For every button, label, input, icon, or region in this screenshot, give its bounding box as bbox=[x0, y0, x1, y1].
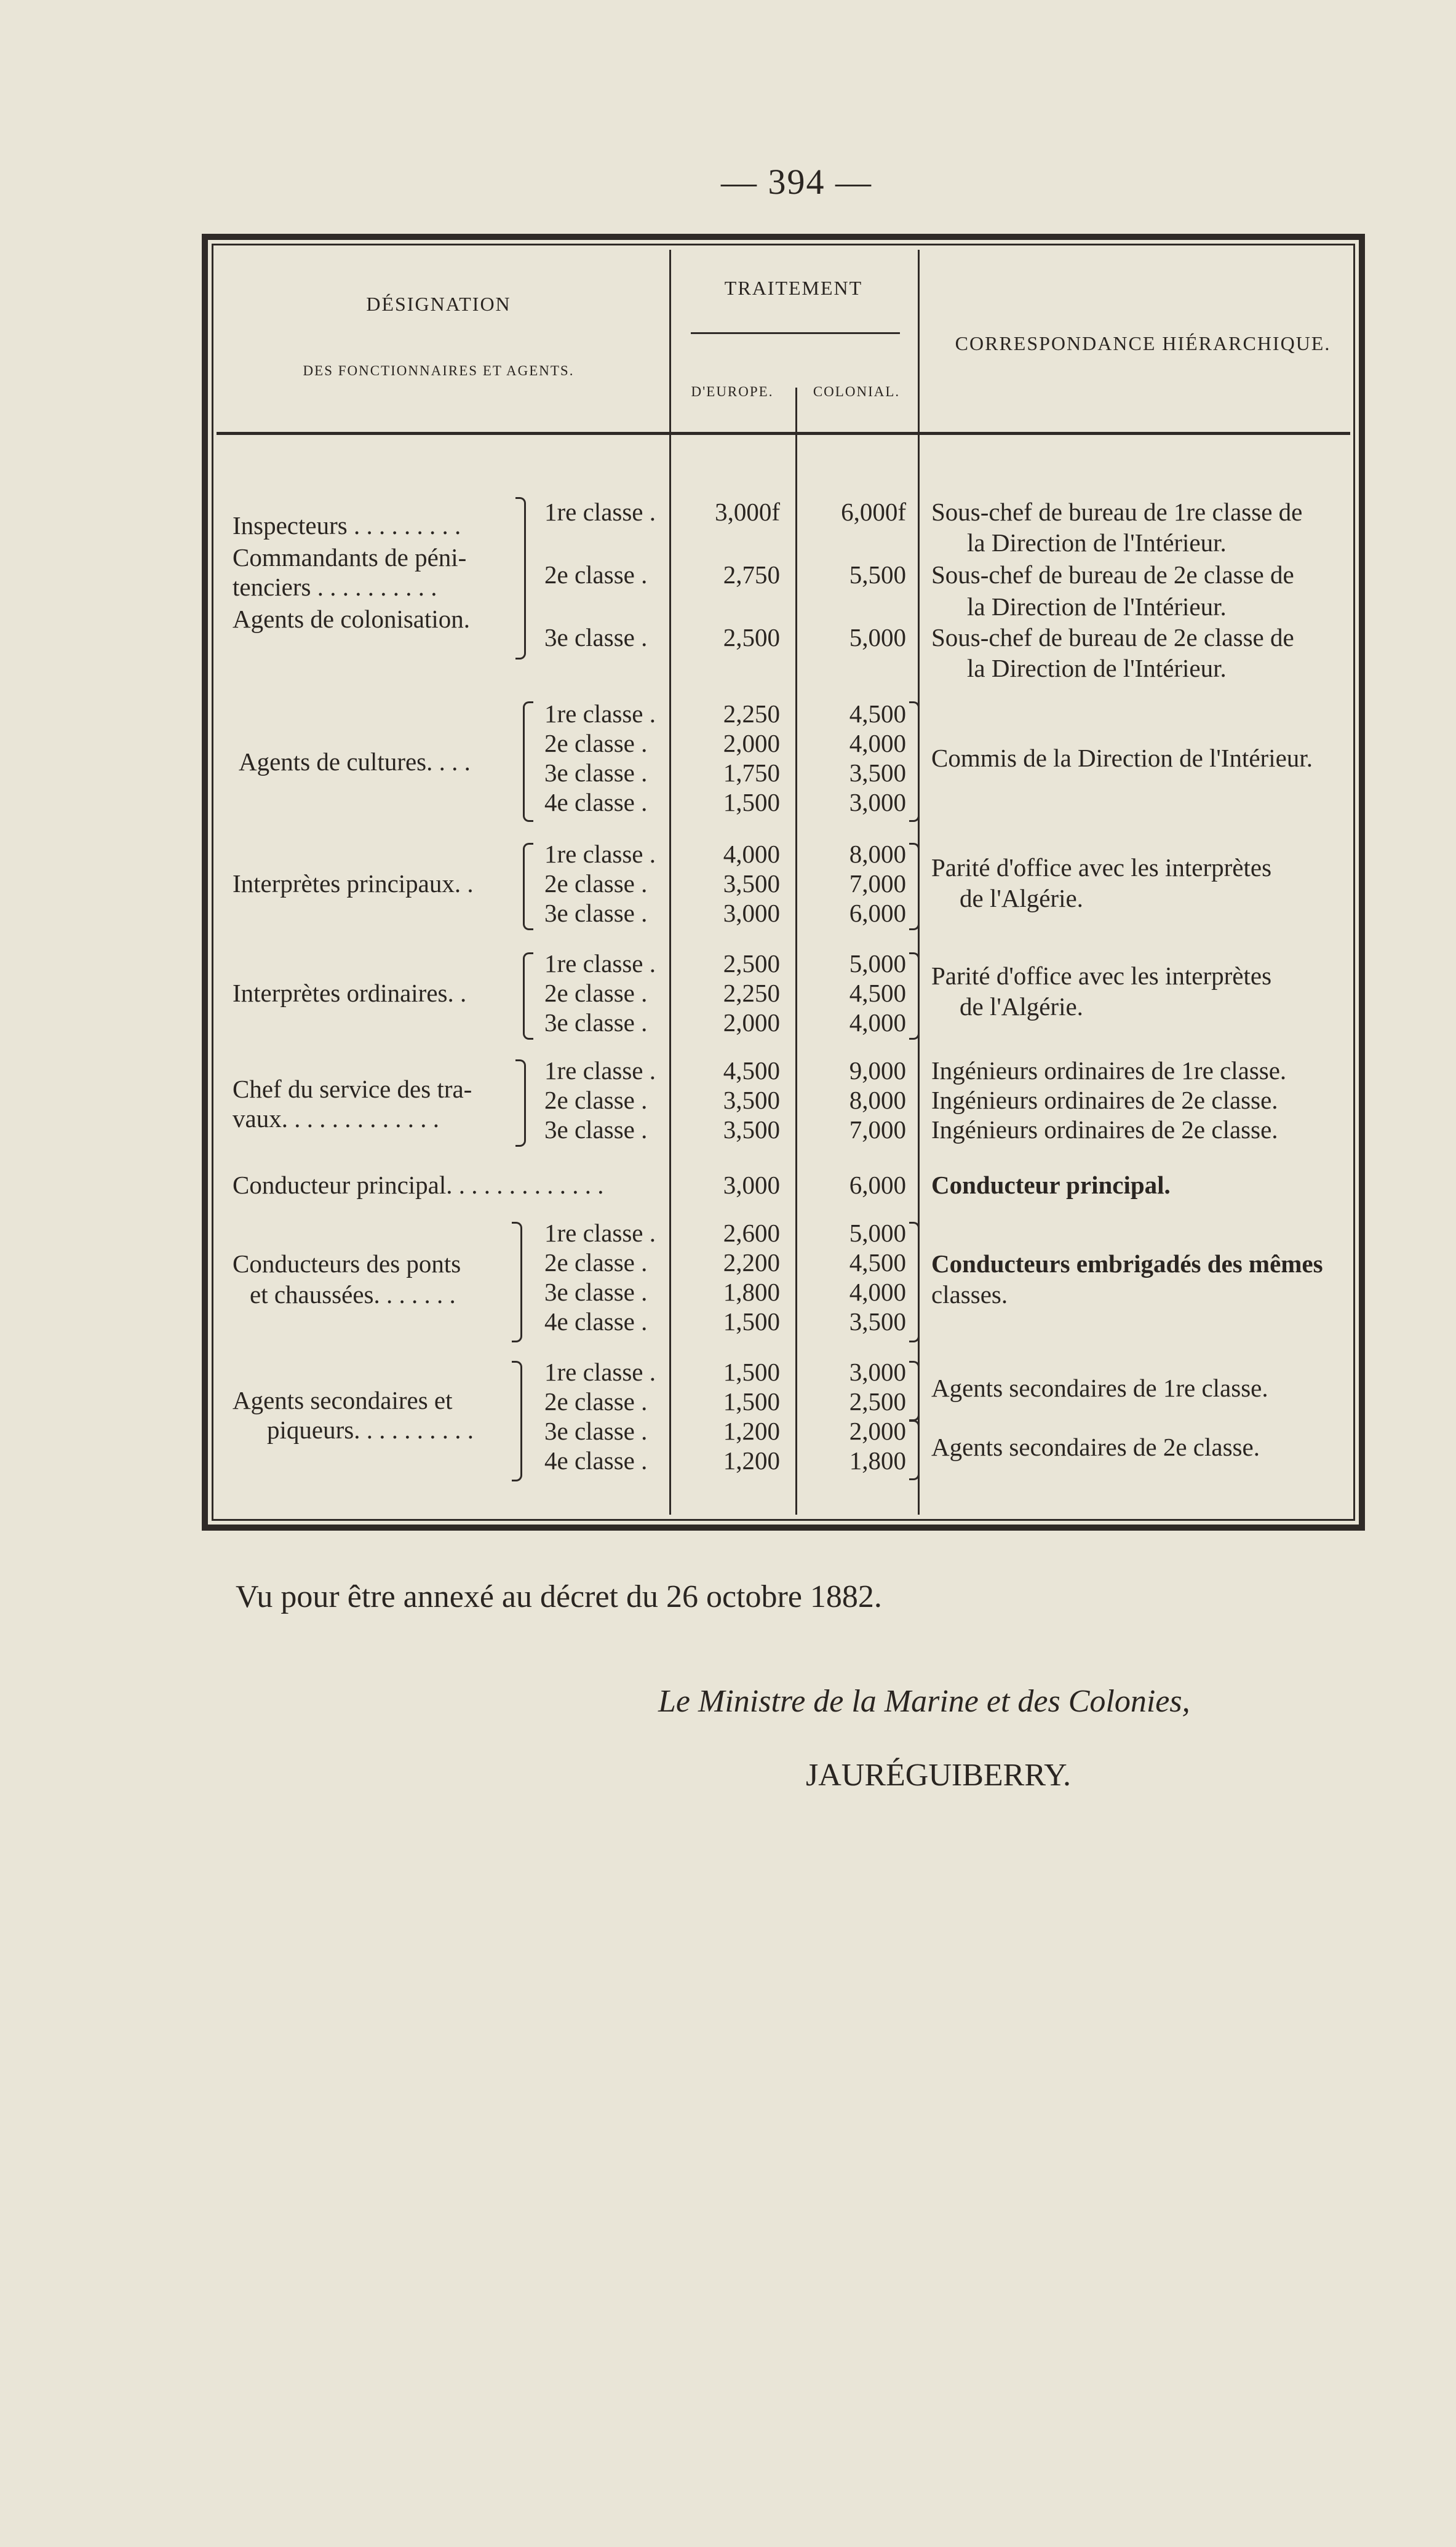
header-designation: DÉSIGNATION bbox=[366, 293, 511, 315]
brace bbox=[909, 843, 920, 930]
europe-value: 2,500 bbox=[723, 949, 780, 978]
colonial-value: 3,000 bbox=[849, 1358, 906, 1386]
colonial-value: 6,000 bbox=[849, 899, 906, 927]
europe-value: 3,500 bbox=[723, 1086, 780, 1114]
class-label: 2e classe . bbox=[544, 1248, 648, 1277]
colonial-value: 5,000 bbox=[849, 623, 906, 652]
row-label: piqueurs. . . . . . . . . . bbox=[267, 1416, 474, 1444]
europe-value: 4,000 bbox=[723, 840, 780, 868]
europe-value: 1,800 bbox=[723, 1278, 780, 1306]
row-label: Conducteurs des ponts bbox=[233, 1250, 461, 1278]
brace bbox=[512, 1222, 522, 1342]
minister-title: Le Ministre de la Marine et des Colonies, bbox=[658, 1684, 1190, 1719]
header-correspondance: CORRESPONDANCE HIÉRARCHIQUE. bbox=[955, 332, 1331, 354]
row-label: Chef du service des tra- bbox=[233, 1075, 472, 1103]
colonial-value: 1,800 bbox=[849, 1446, 906, 1475]
correspondance-text: Sous-chef de bureau de 1re classe de bbox=[931, 498, 1303, 526]
correspondance-text: de l'Algérie. bbox=[960, 884, 1083, 912]
europe-value: 1,500 bbox=[723, 1307, 780, 1336]
colonial-value: 5,500 bbox=[849, 560, 906, 589]
europe-value: 3,500 bbox=[723, 869, 780, 898]
brace bbox=[909, 952, 920, 1040]
brace bbox=[909, 1361, 920, 1421]
brace bbox=[909, 1222, 920, 1342]
header-designation-sub: DES FONCTIONNAIRES ET AGENTS. bbox=[303, 363, 575, 378]
class-label: 1re classe . bbox=[544, 840, 656, 868]
class-label: 3e classe . bbox=[544, 899, 648, 927]
colonial-value: 4,500 bbox=[849, 700, 906, 728]
class-label: 3e classe . bbox=[544, 1417, 648, 1445]
class-label: 3e classe . bbox=[544, 623, 648, 652]
correspondance-text: la Direction de l'Intérieur. bbox=[967, 592, 1227, 621]
class-label: 2e classe . bbox=[544, 979, 648, 1007]
colonial-value: 6,000f bbox=[841, 498, 906, 526]
colonial-value: 5,000 bbox=[849, 949, 906, 978]
class-label: 3e classe . bbox=[544, 1008, 648, 1037]
class-label: 4e classe . bbox=[544, 788, 648, 816]
colonial-value: 8,000 bbox=[849, 840, 906, 868]
class-label: 3e classe . bbox=[544, 1278, 648, 1306]
colonial-value: 3,500 bbox=[849, 1307, 906, 1336]
correspondance-text: la Direction de l'Intérieur. bbox=[967, 528, 1227, 557]
correspondance-text: Agents secondaires de 1re classe. bbox=[931, 1374, 1268, 1402]
europe-value: 3,000 bbox=[723, 1171, 780, 1199]
row-label: Agents de colonisation. bbox=[233, 605, 471, 633]
col-separator-europe bbox=[795, 388, 797, 1515]
row-label: et chaussées. . . . . . . bbox=[250, 1280, 456, 1309]
class-label: 1re classe . bbox=[544, 1358, 656, 1386]
colonial-value: 7,000 bbox=[849, 869, 906, 898]
brace bbox=[515, 1059, 526, 1147]
europe-value: 2,750 bbox=[723, 560, 780, 589]
brace bbox=[909, 701, 920, 822]
row-label: Conducteur principal. . . . . . . . . . . . . bbox=[233, 1171, 604, 1199]
colonial-value: 4,500 bbox=[849, 979, 906, 1007]
correspondance-text: Sous-chef de bureau de 2e classe de bbox=[931, 560, 1294, 589]
page-number: — 394 — bbox=[721, 162, 872, 202]
col-separator-designation bbox=[669, 250, 671, 1515]
europe-value: 2,000 bbox=[723, 729, 780, 757]
europe-value: 2,500 bbox=[723, 623, 780, 652]
correspondance-text: Sous-chef de bureau de 2e classe de bbox=[931, 623, 1294, 652]
brace bbox=[512, 1361, 522, 1481]
correspondance-text: Commis de la Direction de l'Intérieur. bbox=[931, 744, 1313, 772]
colonial-value: 3,000 bbox=[849, 788, 906, 816]
correspondance-text: classes. bbox=[931, 1280, 1008, 1309]
europe-value: 2,600 bbox=[723, 1219, 780, 1247]
correspondance-text: Ingénieurs ordinaires de 2e classe. bbox=[931, 1115, 1278, 1144]
class-label: 2e classe . bbox=[544, 1387, 648, 1416]
europe-value: 3,000f bbox=[715, 498, 780, 526]
europe-value: 1,750 bbox=[723, 759, 780, 787]
row-label: Commandants de péni- bbox=[233, 543, 467, 572]
row-label: tenciers . . . . . . . . . . bbox=[233, 573, 437, 601]
brace bbox=[523, 952, 533, 1040]
europe-value: 2,250 bbox=[723, 979, 780, 1007]
header-traitement-brace bbox=[691, 332, 900, 334]
colonial-value: 4,000 bbox=[849, 1278, 906, 1306]
brace bbox=[523, 843, 533, 930]
correspondance-text: Conducteurs embrigadés des mêmes bbox=[931, 1250, 1323, 1278]
colonial-value: 9,000 bbox=[849, 1056, 906, 1085]
colonial-value: 5,000 bbox=[849, 1219, 906, 1247]
row-label: Agents de cultures. . . . bbox=[239, 747, 471, 776]
brace bbox=[523, 701, 533, 822]
europe-value: 1,200 bbox=[723, 1417, 780, 1445]
brace bbox=[909, 1420, 920, 1480]
europe-value: 2,200 bbox=[723, 1248, 780, 1277]
row-label: Interprètes ordinaires. . bbox=[233, 979, 467, 1007]
europe-value: 3,000 bbox=[723, 899, 780, 927]
correspondance-text: Ingénieurs ordinaires de 2e classe. bbox=[931, 1086, 1278, 1114]
colonial-value: 8,000 bbox=[849, 1086, 906, 1114]
header-europe: D'EUROPE. bbox=[691, 384, 774, 399]
row-label: Interprètes principaux. . bbox=[233, 869, 474, 898]
class-label: 4e classe . bbox=[544, 1307, 648, 1336]
row-label: Agents secondaires et bbox=[233, 1386, 453, 1414]
class-label: 2e classe . bbox=[544, 869, 648, 898]
class-label: 1re classe . bbox=[544, 949, 656, 978]
class-label: 1re classe . bbox=[544, 700, 656, 728]
salary-table bbox=[202, 234, 1365, 1531]
colonial-value: 3,500 bbox=[849, 759, 906, 787]
colonial-value: 2,000 bbox=[849, 1417, 906, 1445]
class-label: 2e classe . bbox=[544, 560, 648, 589]
europe-value: 1,500 bbox=[723, 1358, 780, 1386]
colonial-value: 6,000 bbox=[849, 1171, 906, 1199]
brace bbox=[515, 497, 526, 660]
correspondance-text: Parité d'office avec les interprètes bbox=[931, 962, 1272, 990]
europe-value: 3,500 bbox=[723, 1115, 780, 1144]
europe-value: 1,200 bbox=[723, 1446, 780, 1475]
correspondance-text: la Direction de l'Intérieur. bbox=[967, 654, 1227, 682]
header-rule bbox=[217, 432, 1350, 435]
colonial-value: 4,000 bbox=[849, 729, 906, 757]
row-label: Inspecteurs . . . . . . . . . bbox=[233, 511, 461, 540]
europe-value: 1,500 bbox=[723, 1387, 780, 1416]
class-label: 1re classe . bbox=[544, 498, 656, 526]
class-label: 1re classe . bbox=[544, 1056, 656, 1085]
header-traitement: TRAITEMENT bbox=[724, 277, 863, 299]
europe-value: 2,000 bbox=[723, 1008, 780, 1037]
annexe-note: Vu pour être annexé au décret du 26 octobre 1882. bbox=[236, 1579, 882, 1614]
colonial-value: 2,500 bbox=[849, 1387, 906, 1416]
row-label: vaux. . . . . . . . . . . . . bbox=[233, 1104, 439, 1133]
correspondance-text: Ingénieurs ordinaires de 1re classe. bbox=[931, 1056, 1287, 1085]
correspondance-text: Agents secondaires de 2e classe. bbox=[931, 1433, 1260, 1461]
correspondance-text: Parité d'office avec les interprètes bbox=[931, 853, 1272, 882]
colonial-value: 4,500 bbox=[849, 1248, 906, 1277]
class-label: 2e classe . bbox=[544, 1086, 648, 1114]
class-label: 4e classe . bbox=[544, 1446, 648, 1475]
class-label: 1re classe . bbox=[544, 1219, 656, 1247]
class-label: 3e classe . bbox=[544, 759, 648, 787]
correspondance-text: Conducteur principal. bbox=[931, 1171, 1171, 1199]
europe-value: 1,500 bbox=[723, 788, 780, 816]
signature: JAURÉGUIBERRY. bbox=[806, 1758, 1072, 1793]
europe-value: 2,250 bbox=[723, 700, 780, 728]
correspondance-text: de l'Algérie. bbox=[960, 992, 1083, 1021]
colonial-value: 7,000 bbox=[849, 1115, 906, 1144]
header-colonial: COLONIAL. bbox=[813, 384, 901, 399]
class-label: 2e classe . bbox=[544, 729, 648, 757]
class-label: 3e classe . bbox=[544, 1115, 648, 1144]
colonial-value: 4,000 bbox=[849, 1008, 906, 1037]
europe-value: 4,500 bbox=[723, 1056, 780, 1085]
